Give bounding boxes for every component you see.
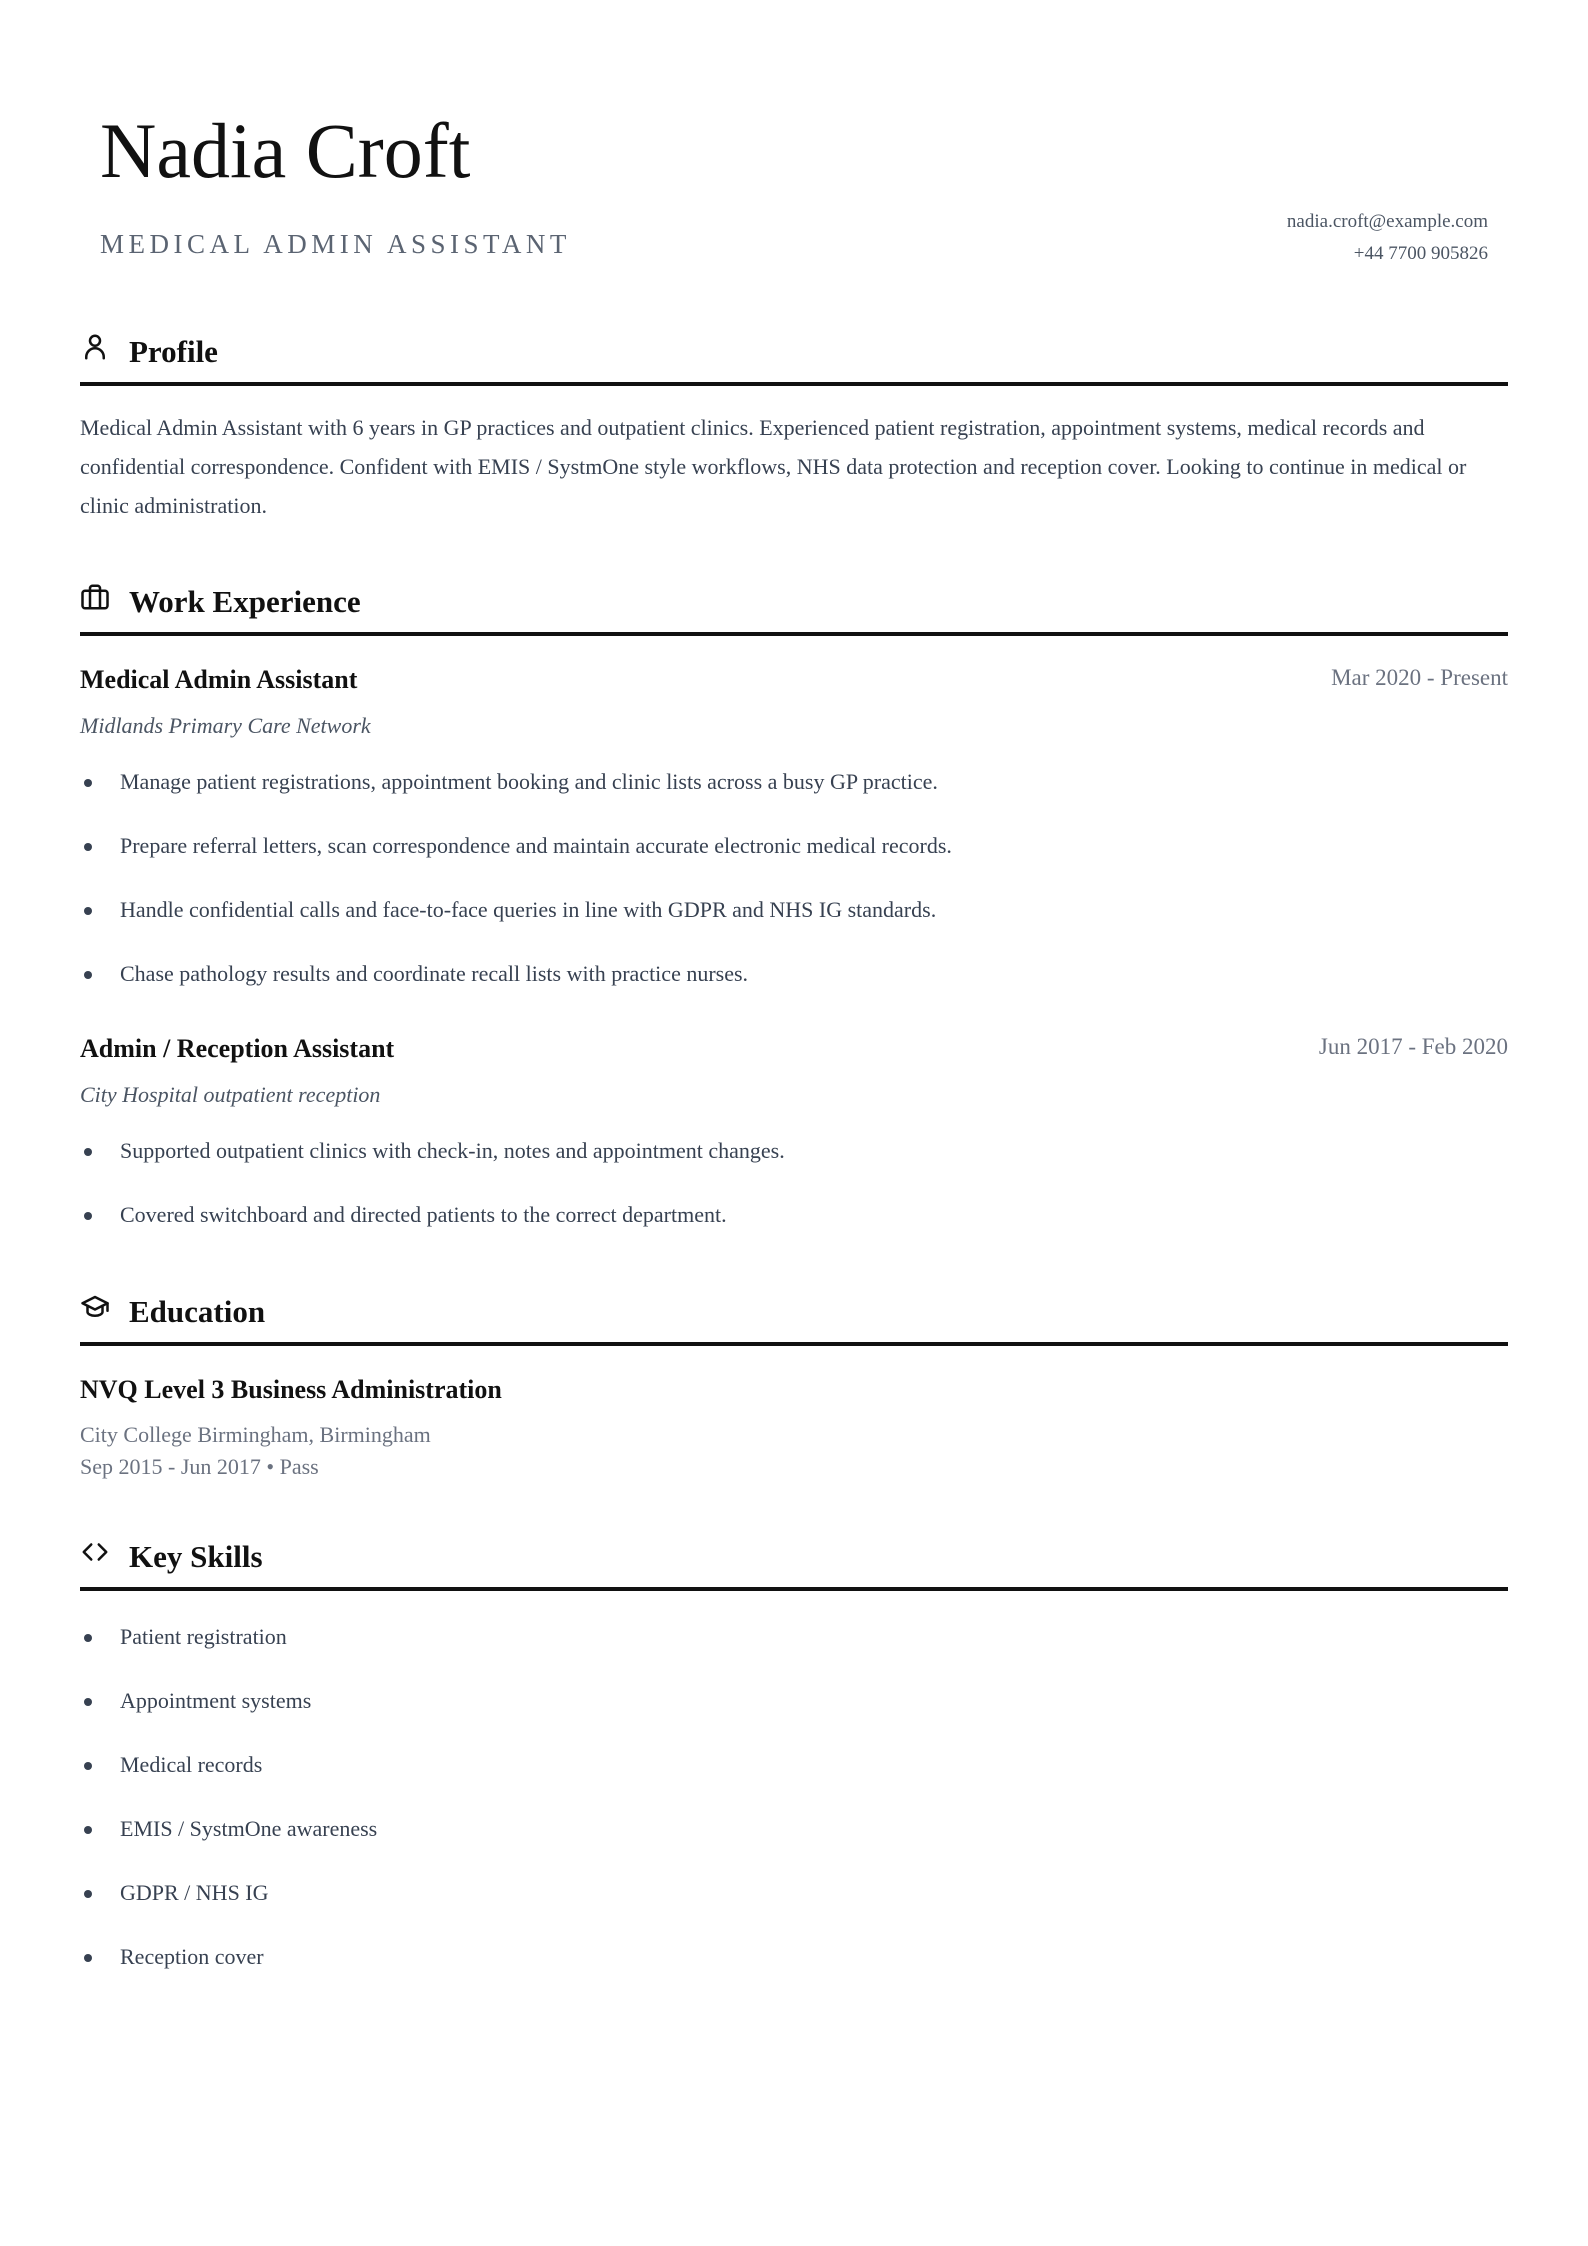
education-section-header — [80, 1286, 1508, 1346]
bullet-dot — [84, 971, 92, 979]
skills-section-header — [80, 1531, 1508, 1591]
profile-section-header — [80, 326, 1508, 386]
job-organization: Midlands Primary Care Network — [80, 713, 371, 738]
education-degree: NVQ Level 3 Business Administration — [80, 1375, 502, 1404]
list-item: Appointment systems — [80, 1686, 1508, 1750]
section-title: Work Experience — [129, 584, 361, 619]
education-school: City College Birmingham, Birmingham — [80, 1422, 431, 1447]
code-icon — [80, 1537, 110, 1567]
job-responsibilities — [80, 767, 1508, 1023]
education-details: Sep 2015 - Jun 2017 • Pass — [80, 1454, 319, 1479]
job-role: Admin / Reception Assistant — [80, 1034, 395, 1063]
list-item: Manage patient registrations, appointment booking and clinic lists across a busy GP practice. — [80, 767, 1508, 831]
list-item: Chase pathology results and coordinate recall lists with practice nurses. — [80, 959, 1508, 1023]
resume-header — [80, 0, 1508, 280]
candidate-title: MEDICAL ADMIN ASSISTANT — [100, 229, 571, 259]
bullet-dot — [84, 1762, 92, 1770]
list-item: GDPR / NHS IG — [80, 1878, 1508, 1942]
contact-phone[interactable]: +44 7700 905826 — [1353, 243, 1488, 264]
bullet-dot — [84, 1954, 92, 1962]
section-title: Education — [129, 1294, 266, 1329]
user-icon — [80, 332, 110, 362]
bullet-dot — [84, 1212, 92, 1220]
contact-info — [1287, 206, 1488, 270]
bullet-dot — [84, 1890, 92, 1898]
experience-section-header — [80, 576, 1508, 636]
bullet-dot — [84, 1148, 92, 1156]
list-item: Prepare referral letters, scan correspondence and maintain accurate electronic medical records. — [80, 831, 1508, 895]
graduation-cap-icon — [80, 1292, 110, 1322]
list-item: Handle confidential calls and face-to-face queries in line with GDPR and NHS IG standards. — [80, 895, 1508, 959]
job-organization: City Hospital outpatient reception — [80, 1082, 381, 1107]
bullet-dot — [84, 907, 92, 915]
job-role: Medical Admin Assistant — [80, 665, 358, 694]
section-title: Key Skills — [129, 1539, 263, 1574]
bullet-dot — [84, 1698, 92, 1706]
job-responsibilities — [80, 1136, 1508, 1264]
skills-list — [80, 1622, 1508, 2006]
bullet-dot — [84, 1826, 92, 1834]
list-item: Medical records — [80, 1750, 1508, 1814]
bullet-dot — [84, 1634, 92, 1642]
section-title: Profile — [129, 334, 218, 369]
list-item: Reception cover — [80, 1942, 1508, 2006]
list-item: EMIS / SystmOne awareness — [80, 1814, 1508, 1878]
bullet-dot — [84, 843, 92, 851]
job-dates: Jun 2017 - Feb 2020 — [1318, 1034, 1508, 1059]
list-item: Covered switchboard and directed patients to the correct department. — [80, 1200, 1508, 1264]
profile-summary: Medical Admin Assistant with 6 years in GP practices and outpatient clinics. Experienced patient registration, appointment systems, medical records and confidential correspondence. Confident with EMIS / SystmOne style workflows, NHS data protection and reception cover. Looking to continue in medical or clinic administration. — [80, 415, 1467, 518]
job-dates: Mar 2020 - Present — [1331, 665, 1508, 690]
bullet-dot — [84, 779, 92, 787]
resume-page — [80, 0, 1508, 1969]
contact-email[interactable]: nadia.croft@example.com — [1286, 211, 1488, 232]
briefcase-icon — [80, 582, 110, 612]
list-item: Patient registration — [80, 1622, 1508, 1686]
list-item: Supported outpatient clinics with check-in, notes and appointment changes. — [80, 1136, 1508, 1200]
candidate-name: Nadia Croft — [100, 107, 471, 194]
